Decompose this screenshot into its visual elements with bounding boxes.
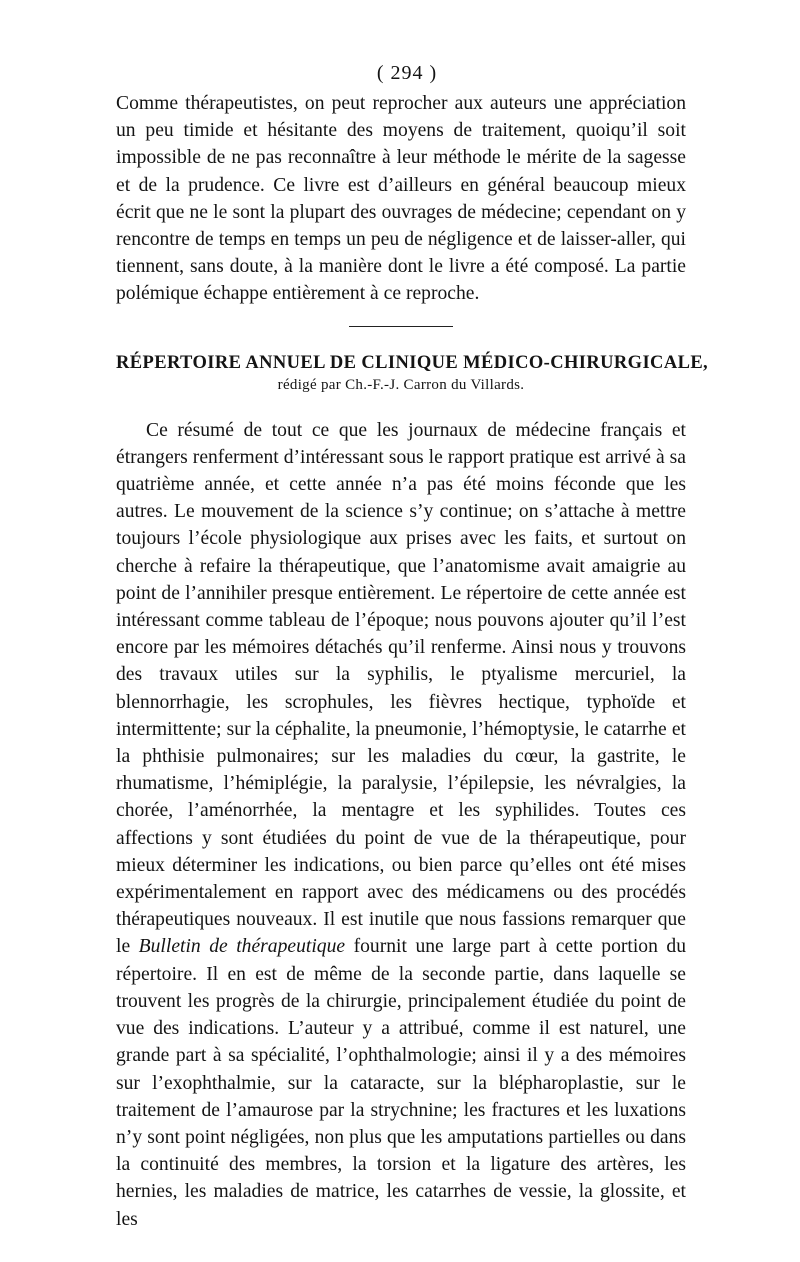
review-body-paragraph	[116, 417, 686, 1233]
book-page	[116, 62, 709, 1233]
review-closing-paragraph: Comme thérapeutistes, on peut reprocher aux auteurs une appréciation un peu timide et hésitante des moyens de traitement, quoiqu’il soit impossible de ne pas reconnaître à leur méthode le mérite de la sagesse et de la prudence. Ce livre est d’ailleurs en général beaucoup mieux écrit que ne le sont la plupart des ouvrages de médecine; cependant on y rencontre de temps en temps un peu de négligence et de laisser-aller, qui tiennent, sans doute, à la manière dont le livre a été composé. La partie polémique échappe entièrement à ce reproche.	[116, 93, 686, 305]
section-author-line: rédigé par Ch.-F.-J. Carron du Villards.	[277, 376, 525, 393]
body-text-part-2: fournit une large part à cette portion du répertoire. Il en est de même de la seconde partie, dans laquelle se trouvent les progrès de la chirurgie, principalement étudiée du point de vue des indications. L’auteur y a attribué, comme il est naturel, une grande part à sa spécialité, l’ophthalmologie; ainsi il y a des mémoires sur l’exophthalmie, sur la cataracte, sur la blépharoplastie, sur le traitement de l’amaurose par la strychnine; les fractures et les luxations n’y sont point négligées, non plus que les amputations partielles ou dans la continuité des membres, la torsion et la ligature des artères, les hernies, les maladies de matrice, les catarrhes de vessie, la glossite, et les	[116, 936, 686, 1230]
page-number: ( 294 )	[376, 62, 438, 84]
journal-title-italic: Bulletin de thérapeutique	[138, 936, 346, 958]
body-text-part-1: Ce résumé de tout ce que les journaux de médecine français et étrangers renferment d’intéressant sous le rapport pratique est arrivé à sa quatrième année, et cette année n’a pas été moins féconde que les autres. Le mouvement de la science s’y continue; on s’attache à mettre toujours l’école physiologique aux prises avec les faits, et surtout on cherche à refaire la thérapeutique, que l’anatomisme avait amaigrie au point de l’annihiler presque entièrement. Le répertoire de cette année est intéressant comme tableau de l’époque; nous pouvons ajouter qu’il l’est encore par les mémoires détachés qu’il renferme. Ainsi nous y trouvons des travaux utiles sur la syphilis, le ptyalisme mercuriel, la blennorrhagie, les scrophules, les fièvres hectique, typhoïde et intermittente; sur la céphalite, la pneumonie, l’hémoptysie, le catarrhe et la phthisie pulmonaires; sur les maladies du cœur, la gastrite, le rhumatisme, l’hémiplégie, la paralysie, l’épilepsie, les névralgies, la chorée, l’aménorrhée, la mentagre et les syphilides. Toutes ces affections y sont étudiées du point de vue de la thérapeutique, pour mieux déterminer les indications, ou bien parce qu’elles ont été mises expérimentalement en rapport avec des médicamens ou des procédés thérapeutiques nouveaux. Il est inutile que nous fassions remarquer que le	[116, 419, 686, 958]
section-title: RÉPERTOIRE ANNUEL DE CLINIQUE MÉDICO-CHIRURGICALE,	[116, 352, 709, 373]
section-divider	[349, 326, 453, 327]
